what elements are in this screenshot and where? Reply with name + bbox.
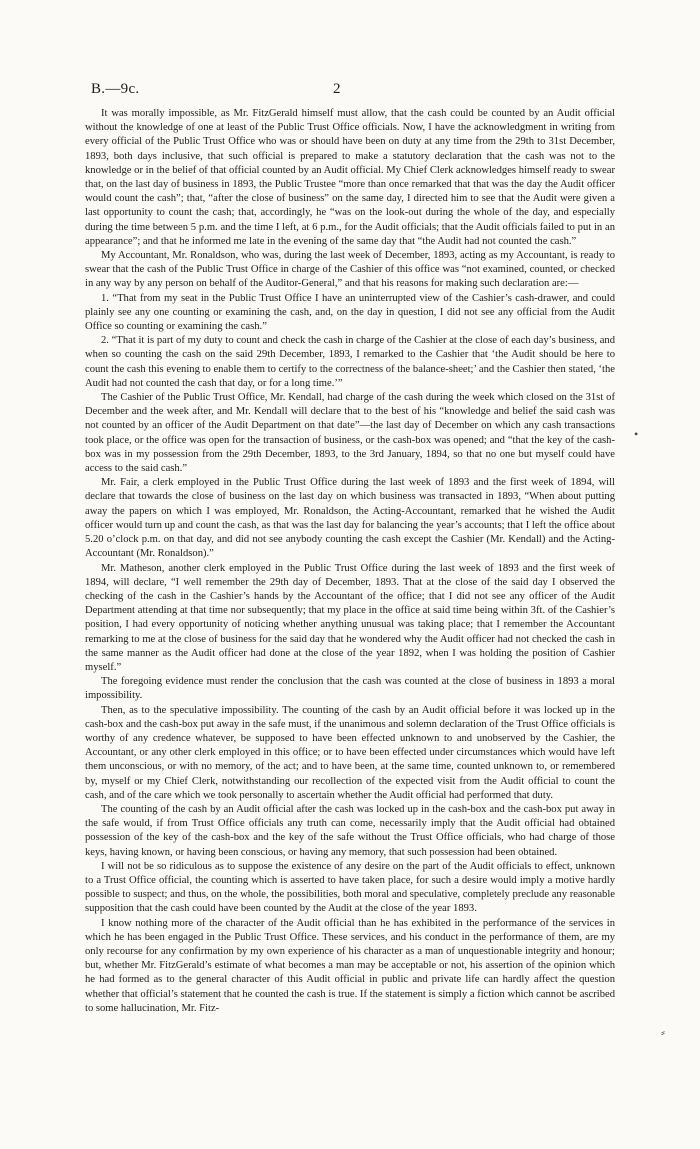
margin-mark: ⸗ — [661, 1025, 665, 1039]
paragraph: The foregoing evidence must render the conclusion that the cash was counted at the close of business in 1893 a moral impossibility. — [85, 676, 615, 702]
body-text — [85, 107, 615, 1016]
document-reference: B.—9c. — [91, 81, 140, 97]
paragraph: I will not be so ridiculous as to suppose the existence of any desire on the part of the Audit officials to effect, unknown to a Trust Office official, the counting which is asserted to have taken place, for such a desire would imply a motive hardly possible to suspect; and thus, on the whole, the possibilities, both moral and speculative, completely preclude any reasonable supposition that the cash could have been counted by the Audit at the close of the year 1893. — [85, 860, 615, 915]
paragraph: Mr. Matheson, another clerk employed in the Public Trust Office during the last week of 1893 and the first week of 1894, will declare, “I well remember the 29th day of December, 1893. That at the close of the said day I observed the checking of the cash in the Cashier’s hands by the Accountant of the office; that I did not see any officer of the Audit Department attending at that time nor subsequently; that my place in the office at said time being within 3ft. of the Cashier’s position, I had every opportunity of noticing whether anything unusual was taking place; that I remember the Accountant remarking to me at the close of business for the said day that he wondered why the Audit officer had not checked the cash in the same manner as the Audit officer had done at the close of the year 1892, when I was holding the position of Cashier myself.” — [85, 562, 615, 673]
paragraph: It was morally impossible, as Mr. FitzGerald himself must allow, that the cash could be counted by an Audit official without the knowledge of one at least of the Public Trust Office officials. Now, I have the acknowledgment in writing from every official of the Public Trust Office who was or should have been on duty at any time from the 29th to 31st December, 1893, both days inclusive, that such official is prepared to make a statutory declaration that the cash was not to the knowledge or in the belief of that official counted by an Audit official. My Chief Clerk acknowledges himself ready to swear that, on the last day of business in 1893, the Public Trustee “more than once remarked that that was the day the Audit officer would count the cash”; that, “after the close of business” on the same day, I directed him to see that the Audit were given a last opportunity to count the cash; that, accordingly, he “was on the look-out during the whole of the day, and especially during the time between 5 p.m. and the time I left, at 6 p.m., for the Audit officials; that the Audit officials failed to put in an appearance”; and that he informed me late in the evening of the same day that “the Audit had not counted the cash.” — [85, 108, 615, 247]
page-number: 2 — [333, 81, 341, 97]
margin-dot: • — [634, 427, 639, 441]
paragraph: The counting of the cash by an Audit official after the cash was locked up in the cash-box and the cash-box put away in the safe would, if from Trust Office officials any truth can come, necessarily imply that the Audit official had obtained possession of the key of the cash-box and the key of the safe without the Trust Office officials, who had charge of those keys, having known, or having been conscious, or having any memory, that such possession had been obtained. — [85, 803, 615, 858]
paragraph: 2. “That it is part of my duty to count and check the cash in charge of the Cashier at the close of each day’s business, and when so counting the cash on the said 29th December, 1893, I remarked to the Cashier that ‘the Audit should be here to count the cash this evening to enable them to certify to the correctness of the balance-sheet;’ and the Cashier then stated, ‘the Audit had not counted the cash that day, or for a long time.’” — [85, 335, 615, 389]
paragraph: Mr. Fair, a clerk employed in the Public Trust Office during the last week of 1893 and the first week of 1894, will declare that towards the close of business on the last day on which business was transacted in 1893, “When about putting away the papers on which I was employed, Mr. Ronaldson, the Acting-Accountant, remarked that he wished the Audit officer would turn up and count the cash, as that was the last day for balancing the year’s accounts; that I left the office about 5.20 o’clock p.m. on that day, and did not see anybody counting the cash except the Cashier (Mr. Kendall) and the Acting-Accountant (Mr. Ronaldson).” — [85, 477, 615, 560]
paragraph: The Cashier of the Public Trust Office, Mr. Kendall, had charge of the cash during the week which closed on the 31st of December and the week after, and Mr. Kendall will declare that to the best of his “knowledge and belief the said cash was not counted by an officer of the Audit Department on that date”—the last day of December on which any cash transactions took place, or the office was open for the transaction of business, or the cash-box was opened; and “that the key of the cash-box was in my possession from the 29th December, 1893, to the 3rd January, 1894, so that no one but myself could have access to the said cash.” — [85, 392, 615, 475]
paragraph: My Accountant, Mr. Ronaldson, who was, during the last week of December, 1893, acting as my Accountant, is ready to swear that the cash of the Public Trust Office in charge of the Cashier of this office was “not examined, counted, or checked in any way by any person on behalf of the Auditor-General,” and that his reasons for making such declaration are:— — [85, 250, 615, 290]
paragraph: Then, as to the speculative impossibility. The counting of the cash by an Audit official before it was locked up in the cash-box and the cash-box put away in the safe must, if the unanimous and solemn declaration of the Trust Office officials is worthy of any credence whatever, be supposed to have been effected unknown to and unobserved by the Cashier, the Accountant, or any other clerk employed in this office; or to have been effected under circumstances which would have left them unconscious, or with no memory, of the act; and to have been, at the same time, counted unknown to, or remembered by, myself or my Chief Clerk, notwithstanding our recollection of the expected visit from the Audit official to count the cash, and of the care which we took personally to ascertain whether the Audit official had performed that duty. — [85, 704, 615, 801]
paragraph: 1. “That from my seat in the Public Trust Office I have an uninterrupted view of the Cashier’s cash-drawer, and could plainly see any one counting or examining the cash, and, on the day in question, I did not see any official from the Audit Office so counting or examining the cash.” — [85, 292, 615, 333]
paragraph: I know nothing more of the character of the Audit official than he has exhibited in the performance of the services in which he has been engaged in the Public Trust Office. These services, and his conduct in the performance of them, are my only recourse for any confirmation by my own experience of his character as a man of unquestionable integrity and honour; but, whether Mr. FitzGerald’s estimate of what becomes a man may be acceptable or not, his assertion of the opinion which he had formed as to the general character of this Audit official in public and private life can hardly affect the question whether that official’s statement that he counted the cash is true. If the statement is simply a fiction which cannot be ascribed to some hallucination, Mr. Fitz- — [85, 917, 615, 1014]
